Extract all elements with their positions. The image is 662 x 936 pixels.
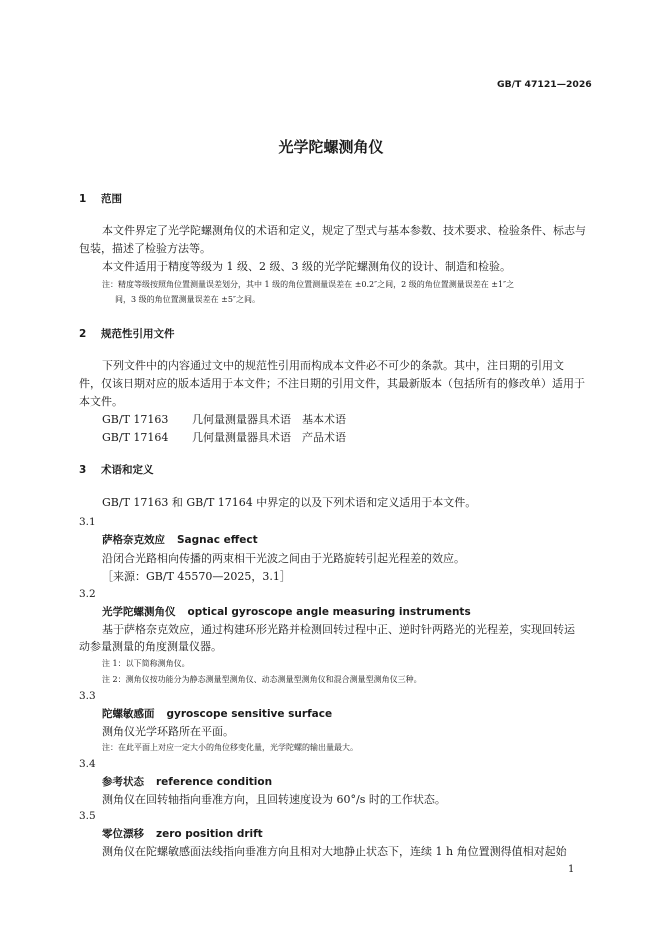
section-3-heading: [79, 462, 154, 477]
s1-note-line-2: 间，3 级的角位置测量误差在 ±5″之间。: [115, 295, 260, 304]
section-2-title: 规范性引用文件: [101, 328, 175, 340]
s2-paragraph-line-3: 本文件。: [79, 395, 123, 408]
s3-intro: GB/T 17163 和 GB/T 17164 中界定的以及下列术语和定义适用于本文件。: [102, 496, 477, 509]
section-1-heading: [79, 191, 122, 206]
section-3-number: 3: [79, 464, 87, 476]
term-3-3-heading: [102, 706, 332, 721]
page-number: 1: [568, 864, 575, 875]
term-3-2-note-1: 注 1：以下简称测角仪。: [102, 659, 190, 668]
section-1-title: 范围: [101, 193, 122, 205]
term-3-3-definition: 测角仪光学环路所在平面。: [102, 725, 234, 738]
term-3-4-en: reference condition: [156, 776, 273, 788]
term-3-2-definition-line-2: 动参量测量的角度测量仪器。: [79, 640, 222, 653]
term-3-4-cn: 参考状态: [102, 776, 144, 788]
term-3-3-en: gyroscope sensitive surface: [166, 708, 333, 720]
term-3-2-heading: [102, 604, 471, 619]
term-3-4-definition: 测角仪在回转轴指向垂准方向，且回转速度设为 60°/s 时的工作状态。: [102, 793, 446, 806]
reference-item: [102, 411, 346, 427]
term-3-1-source: ［来源：GB/T 45570—2025，3.1］: [102, 570, 291, 583]
term-3-4-heading: [102, 774, 272, 789]
term-3-4-number: 3.4: [79, 758, 96, 770]
reference-item: [102, 429, 346, 445]
term-3-3-note: 注：在此平面上对应一定大小的角位移变化量，光学陀螺的输出量最大。: [102, 743, 358, 752]
term-3-2-definition-line-1: 基于萨格奈克效应，通过构建环形光路并检测回转过程中正、逆时针两路光的光程差，实现回转运: [102, 623, 575, 636]
section-2-heading: [79, 326, 175, 341]
s1-paragraph-2: 本文件适用于精度等级为 1 级、2 级、3 级的光学陀螺测角仪的设计、制造和检验。: [102, 260, 511, 273]
reference-code: GB/T 17164: [102, 431, 169, 444]
reference-code: GB/T 17163: [102, 413, 169, 426]
term-3-3-number: 3.3: [79, 690, 96, 702]
section-2-number: 2: [79, 328, 87, 340]
document-title: 光学陀螺测角仪: [278, 138, 384, 156]
s1-paragraph-1-line-2: 包装，描述了检验方法等。: [79, 242, 211, 255]
term-3-2-en: optical gyroscope angle measuring instruments: [187, 606, 471, 618]
term-3-3-cn: 陀螺敏感面: [102, 708, 155, 720]
s2-paragraph-line-1: 下列文件中的内容通过文中的规范性引用而构成本文件必不可少的条款。其中，注日期的引用文: [102, 359, 564, 372]
reference-title: 几何量测量器具术语 产品术语: [192, 431, 346, 444]
term-3-5-number: 3.5: [79, 810, 96, 822]
s1-paragraph-1-line-1: 本文件界定了光学陀螺测角仪的术语和定义，规定了型式与基本参数、技术要求、检验条件、标志与: [102, 224, 586, 237]
term-3-5-heading: [102, 826, 263, 841]
term-3-2-note-2: 注 2：测角仪按功能分为静态测量型测角仪、动态测量型测角仪和混合测量型测角仪三种。: [102, 675, 422, 684]
term-3-5-cn: 零位漂移: [102, 828, 144, 840]
term-3-1-definition: 沿闭合光路相向传播的两束相干光波之间由于光路旋转引起光程差的效应。: [102, 552, 465, 565]
term-3-5-definition: 测角仪在陀螺敏感面法线指向垂准方向且相对大地静止状态下，连续 1 h 角位置测得值相对起始: [102, 845, 567, 858]
term-3-5-en: zero position drift: [156, 828, 263, 840]
term-3-2-cn: 光学陀螺测角仪: [102, 606, 176, 618]
term-3-1-number: 3.1: [79, 516, 96, 528]
term-3-1-en: Sagnac effect: [177, 534, 258, 546]
s2-paragraph-line-2: 件，仅该日期对应的版本适用于本文件；不注日期的引用文件，其最新版本（包括所有的修改单）适用于: [79, 377, 585, 390]
s1-note-line-1: 注：精度等级按照角位置测量误差划分，其中 1 级的角位置测量误差在 ±0.2″之间，2 级的角位置测量误差在 ±1″之: [102, 280, 515, 289]
term-3-2-number: 3.2: [79, 588, 96, 600]
term-3-1-heading: [102, 532, 258, 547]
standard-number: GB/T 47121—2026: [497, 79, 592, 90]
section-3-title: 术语和定义: [101, 464, 154, 476]
section-1-number: 1: [79, 193, 87, 205]
term-3-1-cn: 萨格奈克效应: [102, 534, 165, 546]
reference-title: 几何量测量器具术语 基本术语: [192, 413, 346, 426]
